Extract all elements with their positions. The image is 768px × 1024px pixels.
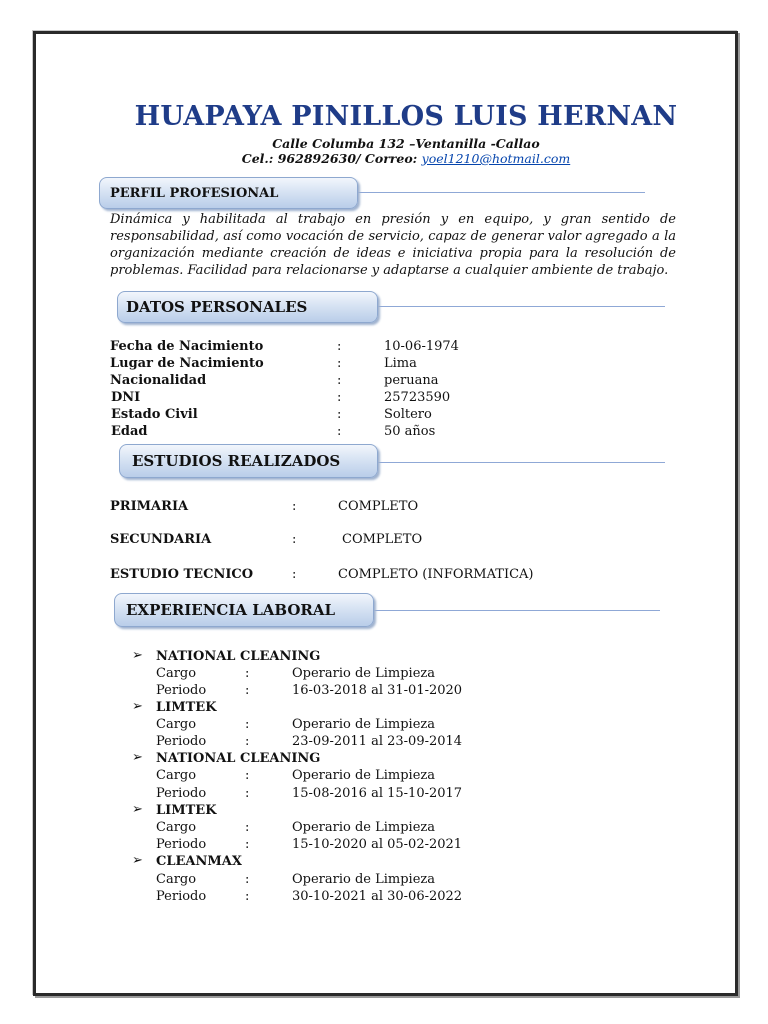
bullet-arrow-icon: ➢ xyxy=(132,750,143,765)
section-rule-experiencia xyxy=(372,610,660,611)
periodo-label: Periodo xyxy=(156,837,207,852)
personal-value-nationality: peruana xyxy=(384,373,439,388)
contact-prefix: Cel.: 962892630/ Correo: xyxy=(241,151,422,166)
personal-value-birthdate: 10-06-1974 xyxy=(384,339,459,354)
cargo-label: Cargo xyxy=(156,717,197,732)
periodo-separator: : xyxy=(245,837,250,852)
personal-separator: : xyxy=(337,356,342,371)
periodo-value: 23-09-2011 al 23-09-2014 xyxy=(292,734,463,749)
personal-label: Lugar de Nacimiento xyxy=(110,356,264,371)
personal-separator: : xyxy=(337,407,342,422)
personal-label: DNI xyxy=(111,390,141,405)
cargo-value: Operario de Limpieza xyxy=(292,768,436,783)
bullet-arrow-icon: ➢ xyxy=(132,699,143,714)
personal-value-birthplace: Lima xyxy=(384,356,417,371)
section-heading-perfil xyxy=(99,177,358,209)
contact-line xyxy=(0,151,768,166)
study-label: PRIMARIA xyxy=(110,499,189,514)
company-name: NATIONAL CLEANING xyxy=(156,649,321,664)
cargo-label: Cargo xyxy=(156,872,197,887)
personal-value-age: 50 años xyxy=(384,424,436,439)
section-title-datos: DATOS PERSONALES xyxy=(126,298,308,316)
section-rule-datos xyxy=(375,306,665,307)
company-name: LIMTEK xyxy=(156,700,217,715)
cargo-value: Operario de Limpieza xyxy=(292,820,436,835)
section-title-experiencia: EXPERIENCIA LABORAL xyxy=(126,601,336,619)
company-name: LIMTEK xyxy=(156,803,217,818)
periodo-label: Periodo xyxy=(156,734,207,749)
cargo-separator: : xyxy=(245,820,250,835)
periodo-label: Periodo xyxy=(156,786,207,801)
study-value-tecnico: COMPLETO (INFORMATICA) xyxy=(338,567,534,582)
cargo-separator: : xyxy=(245,666,250,681)
periodo-label: Periodo xyxy=(156,683,207,698)
periodo-separator: : xyxy=(245,786,250,801)
periodo-separator: : xyxy=(245,734,250,749)
section-title-perfil: PERFIL PROFESIONAL xyxy=(110,185,279,201)
personal-separator: : xyxy=(337,424,342,439)
section-title-estudios: ESTUDIOS REALIZADOS xyxy=(132,452,341,470)
cargo-value: Operario de Limpieza xyxy=(292,717,436,732)
cargo-separator: : xyxy=(245,872,250,887)
study-label: SECUNDARIA xyxy=(110,532,212,547)
section-heading-estudios xyxy=(119,444,378,478)
email-link[interactable]: yoel1210@hotmail.com xyxy=(421,151,571,166)
periodo-separator: : xyxy=(245,889,250,904)
section-rule-estudios xyxy=(375,462,665,463)
cargo-label: Cargo xyxy=(156,768,197,783)
bullet-arrow-icon: ➢ xyxy=(132,802,143,817)
cargo-separator: : xyxy=(245,717,250,732)
study-label: ESTUDIO TECNICO xyxy=(110,567,254,582)
company-name: NATIONAL CLEANING xyxy=(156,751,321,766)
address: Calle Columba 132 –Ventanilla -Callao xyxy=(272,136,540,151)
periodo-value: 15-08-2016 al 15-10-2017 xyxy=(292,786,463,801)
company-name: CLEANMAX xyxy=(156,854,242,869)
profile-summary: Dinámica y habilitada al trabajo en presión y en equipo, y gran sentido de responsabilidad, así como vocación de servicio, capaz de generar valor agregado a la organización mediante creación de ideas e iniciativa propia para la resolución de problemas. Facilidad para relacionarse y adaptarse a cualquier ambiente de trabajo. xyxy=(110,212,676,278)
periodo-value: 16-03-2018 al 31-01-2020 xyxy=(292,683,463,698)
bullet-arrow-icon: ➢ xyxy=(132,853,143,868)
section-rule-perfil xyxy=(355,192,645,193)
study-value-primaria: COMPLETO xyxy=(338,499,419,514)
periodo-value: 15-10-2020 al 05-02-2021 xyxy=(292,837,463,852)
personal-separator: : xyxy=(337,339,342,354)
periodo-label: Periodo xyxy=(156,889,207,904)
cargo-value: Operario de Limpieza xyxy=(292,872,436,887)
personal-label: Nacionalidad xyxy=(110,373,207,388)
section-heading-datos xyxy=(117,291,378,323)
study-value-secundaria: COMPLETO xyxy=(342,532,423,547)
study-separator: : xyxy=(292,499,297,514)
periodo-separator: : xyxy=(245,683,250,698)
cargo-separator: : xyxy=(245,768,250,783)
cargo-label: Cargo xyxy=(156,666,197,681)
cargo-label: Cargo xyxy=(156,820,197,835)
study-separator: : xyxy=(292,532,297,547)
personal-separator: : xyxy=(337,373,342,388)
personal-label: Estado Civil xyxy=(111,407,198,422)
personal-value-dni: 25723590 xyxy=(384,390,451,405)
personal-label: Edad xyxy=(111,424,148,439)
bullet-arrow-icon: ➢ xyxy=(132,648,143,663)
cargo-value: Operario de Limpieza xyxy=(292,666,436,681)
periodo-value: 30-10-2021 al 30-06-2022 xyxy=(292,889,463,904)
section-heading-experiencia xyxy=(114,593,374,627)
study-separator: : xyxy=(292,567,297,582)
personal-value-civil-status: Soltero xyxy=(384,407,432,422)
personal-separator: : xyxy=(337,390,342,405)
candidate-name: HUAPAYA PINILLOS LUIS HERNAN xyxy=(134,101,678,132)
personal-label: Fecha de Nacimiento xyxy=(110,339,264,354)
